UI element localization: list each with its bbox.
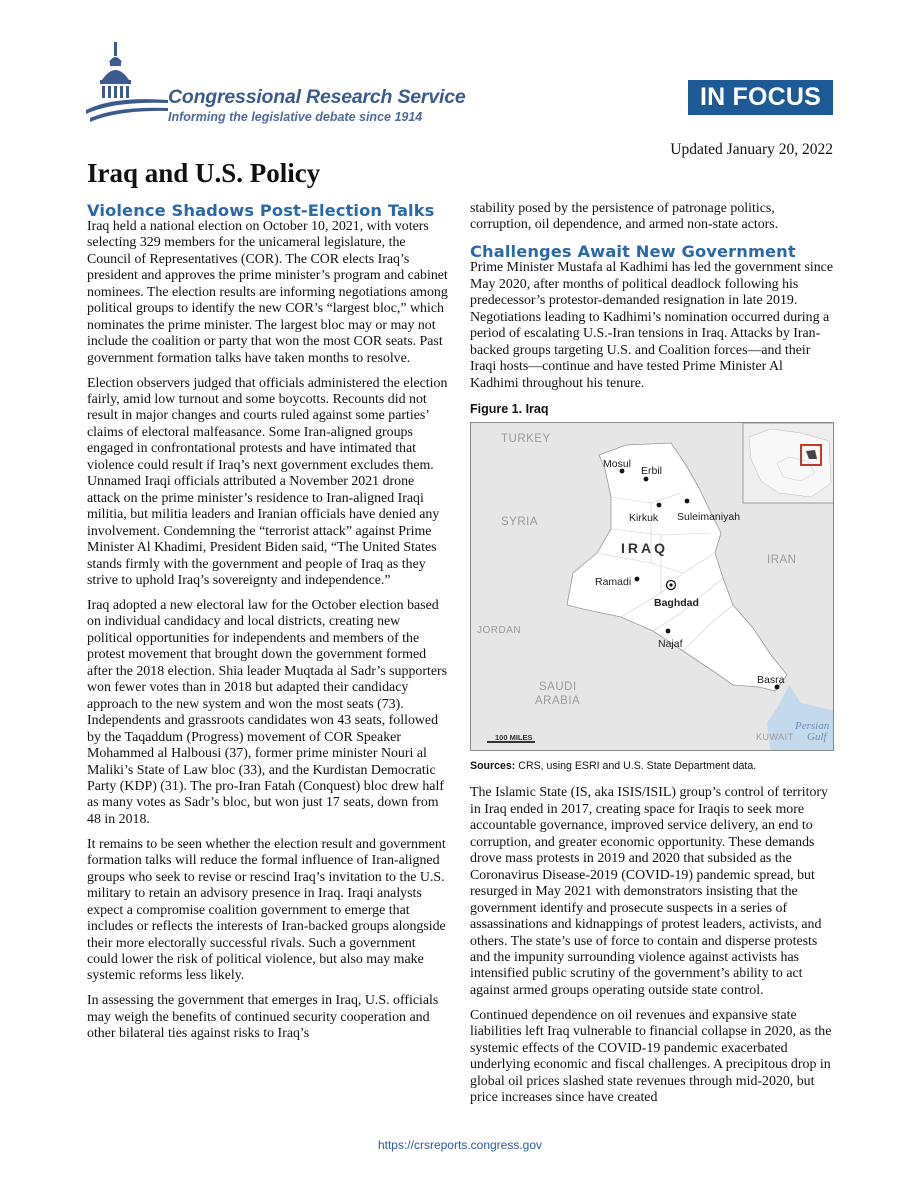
label-saudi-line1: SAUDI: [539, 680, 577, 693]
label-scale: 100 MILES: [495, 732, 533, 742]
figure-sources: [470, 758, 834, 774]
brand-block: [168, 86, 465, 124]
label-gulf-line1: Persian: [795, 719, 830, 732]
sources-text: CRS, using ESRI and U.S. State Department data.: [518, 759, 757, 772]
footer-url-link[interactable]: https://crsreports.congress.gov: [377, 1138, 543, 1152]
label-gulf-line2: Gulf: [807, 730, 827, 743]
paragraph: Continued dependence on oil revenues and expansive state liabilities left Iraq vulnerable to financial collapse in 2020, as the systemic effects of the COVID-19 pandemic exacerbated underlying economic and fiscal challenges. A precipitous drop in global oil prices slashed state revenues through mid-2020, but price increases since have created: [470, 1007, 832, 1106]
left-column: [87, 201, 448, 1051]
paragraph-continuation: stability posed by the persistence of patronage politics, corruption, oil dependence, and armed non-state actors.: [470, 201, 779, 233]
right-column: [470, 201, 834, 1115]
label-erbil: Erbil: [641, 464, 663, 477]
label-basra: Basra: [757, 673, 785, 686]
label-ramadi: Ramadi: [595, 575, 632, 588]
label-najaf: Najaf: [658, 637, 683, 650]
label-kuwait: KUWAIT: [756, 731, 794, 742]
capitol-dome-icon: [84, 40, 168, 124]
paragraph: The Islamic State (IS, aka ISIS/ISIL) group’s control of territory in Iraq ended in 2017, creating space for Iraqis to seek more accountable governance, improved service delivery, an end to corruption, and greater economic opportunity. These demands drove mass protests in 2019 and 2020 that subsided as the Coronavirus Disease-2019 (COVID-19) pandemic spread, but resurged in May 2021 with demonstrators insisting that the government identify and prosecute suspects in a series of assassinations and kidnappings of protest leaders, activists, and others. The state’s use of force to contain and disperse protests and the impunity surrounding violence against activists has intensified public scrutiny of the government’s ability to act against armed groups operating outside state control.: [470, 785, 828, 998]
paragraph: Iraq adopted a new electoral law for the October election based on individual candidacy and local districts, creating new political opportunities for independents and members of the protest movement that brought down the government formed after the 2018 election. Shia leader Muqtada al Sadr’s supporters won fewer votes than in 2018 but adapted their candidacy approach to the new system and won the most seats (73). Independents and grassroots candidates won 43 seats, followed by the Taqaddum (Progress) movement of COR Speaker Mohammed al Halbousi (37), former prime minister Nouri al Maliki’s State of Law bloc (33), and the Kurdistan Democratic Party (KDP) (31). The pro-Iran Fatah (Conquest) bloc drew half as many votes as Sadr’s bloc, but won just 17 seats, down from 48 in 2018.: [87, 597, 448, 827]
suleimaniyah-marker: [685, 499, 690, 504]
label-mosul: Mosul: [603, 457, 632, 470]
paragraph: In assessing the government that emerges in Iraq, U.S. officials may weigh the benefits of continued security cooperation and other bilateral ties against risks to Iraq’s: [87, 993, 439, 1042]
label-baghdad: Baghdad: [654, 596, 699, 609]
section-heading-violence: Violence Shadows Post-Election Talks: [87, 201, 435, 220]
label-iraq: IRAQ: [621, 539, 668, 556]
baghdad-marker: [667, 580, 676, 589]
label-jordan: JORDAN: [477, 624, 522, 636]
updated-date: Updated January 20, 2022: [670, 141, 833, 158]
label-suleimaniyah: Suleimaniyah: [677, 510, 741, 523]
paragraph: Election observers judged that officials administered the election fairly, amid low turnout and some boycotts. Recounts did not result in major changes and courts ruled against some parties’ claims of electoral malfeasance. Some Iran-aligned groups engaged in confrontational protests and have intimated that violence could result if Iraq’s next government excludes them. Unnamed Iraqi officials attributed a November 2021 drone attack on the prime minister’s residence to Iran-aligned Iraqi militia, but militia leaders and Iranian officials have denied any involvement. Condemning the “terrorist attack” against Prime Minister Al Khadimi, President Biden said, “The United States stands firmly with the government and people of Iraq as they strive to uphold Iraq’s sovereignty and independence.”: [87, 375, 448, 589]
figure-label: Figure 1. Iraq: [470, 401, 549, 416]
label-iran: IRAN: [767, 553, 797, 566]
label-saudi-line2: ARABIA: [535, 694, 581, 707]
page-title: Iraq and U.S. Policy: [87, 158, 321, 188]
najaf-marker: [666, 629, 671, 634]
paragraph: Prime Minister Mustafa al Kadhimi has led the government since May 2020, after months of political deadlock following his predecessor’s protestor-demanded resignation in late 2019. Negotiations leading to Kadhimi’s nomination occurred during a period of escalating U.S.-Iran tensions in Iraq. Attacks by Iran-backed groups targeting U.S. and Coalition forces—and their Iraqi hosts—continue and have tested Prime Minister Al Kadhimi throughout his tenure.: [470, 260, 834, 391]
label-kirkuk: Kirkuk: [629, 511, 659, 524]
org-tagline: Informing the legislative debate since 1914: [168, 110, 423, 124]
sources-label: Sources:: [470, 759, 516, 772]
in-focus-badge: IN FOCUS: [688, 80, 833, 115]
label-syria: SYRIA: [501, 515, 539, 528]
section-heading-challenges: Challenges Await New Government: [470, 242, 796, 262]
org-name: Congressional Research Service: [168, 86, 466, 108]
kirkuk-marker: [657, 503, 662, 508]
label-turkey: TURKEY: [501, 432, 551, 445]
ramadi-marker: [635, 577, 640, 582]
iraq-map: [470, 422, 834, 751]
paragraph: Iraq held a national election on October 10, 2021, with voters selecting 329 members for the unicameral legislature, the Council of Representatives (COR). The COR elects Iraq’s president and approves the prime minister’s program and cabinet nominees. The election results are informing negotiations among political groups to identify the new COR’s “largest bloc,” which nominates the prime minister. The largest bloc may or may not include the coalition or party that won the most COR seats. Past government formation talks have taken months to resolve.: [87, 219, 448, 366]
paragraph: It remains to be seen whether the election result and government formation talks will reduce the formal influence of Iran-aligned groups who seek to revise or rescind Iraq’s invitation to the U.S. military to retain an advisory presence in Iraq. Iraqi analysts expect a compromise coalition government to emerge that includes or reflects the interests of Iran-backed groups alongside their more electorally successful rivals. Such a government could lower the risk of political violence, but also may make systemic reforms less likely.: [87, 836, 446, 984]
